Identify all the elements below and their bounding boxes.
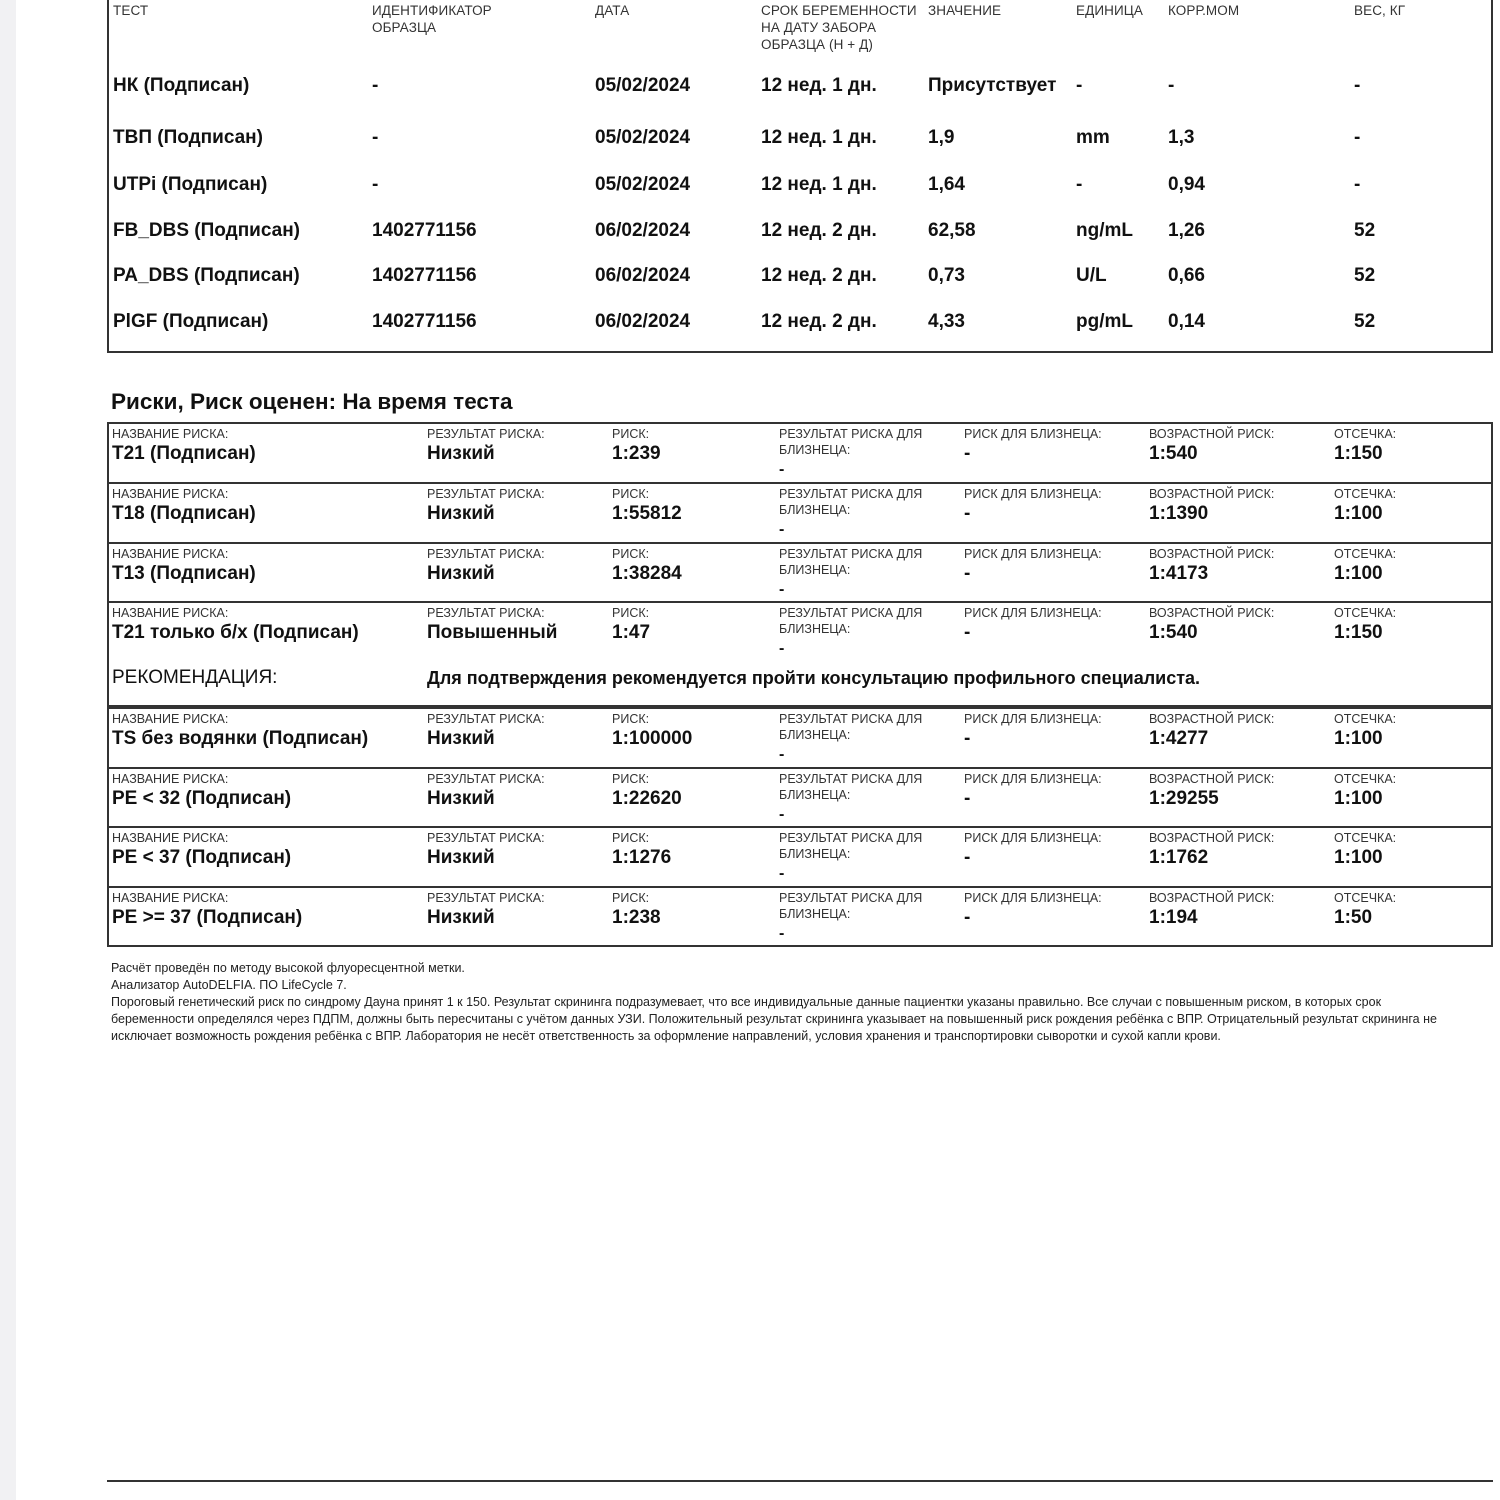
risk-value: 1:38284	[612, 563, 682, 584]
risk-name-label: НАЗВАНИЕ РИСКА:	[112, 547, 229, 561]
risk-name: PE < 32 (Подписан)	[112, 788, 292, 809]
test-row-sample-id: -	[372, 75, 379, 96]
test-row-weight: 52	[1354, 265, 1376, 286]
note-method: Расчёт проведён по методу высокой флуоресцентной метки.	[111, 961, 465, 975]
twin-result: -	[779, 521, 785, 538]
page-bottom-rule	[107, 1480, 1493, 1482]
risk-name: T21 только б/х (Подписан)	[112, 622, 359, 643]
twin-risk: -	[964, 503, 971, 524]
risk-row	[107, 601, 1493, 707]
test-row-value: 0,73	[928, 265, 965, 286]
age-risk-label: ВОЗРАСТНОЙ РИСК:	[1149, 772, 1275, 786]
test-row-sample-id: 1402771156	[372, 220, 477, 241]
age-risk: 1:4173	[1149, 563, 1209, 584]
age-risk: 1:29255	[1149, 788, 1219, 809]
risk-row	[107, 542, 1493, 603]
test-row-value: 62,58	[928, 220, 976, 241]
test-row-gest-age: 12 нед. 1 дн.	[761, 127, 877, 148]
twin-result-label: РЕЗУЛЬТАТ РИСКА ДЛЯ БЛИЗНЕЦА:	[779, 772, 923, 802]
test-row-gest-age: 12 нед. 2 дн.	[761, 220, 877, 241]
risk-value: 1:239	[612, 443, 661, 464]
risk-value-label: РИСК:	[612, 427, 650, 441]
risk-result-label: РЕЗУЛЬТАТ РИСКА:	[427, 891, 545, 905]
cutoff: 1:100	[1334, 728, 1383, 749]
twin-result: -	[779, 461, 785, 478]
risk-result-label: РЕЗУЛЬТАТ РИСКА:	[427, 772, 545, 786]
cutoff-label: ОТСЕЧКА:	[1334, 712, 1397, 726]
cutoff: 1:100	[1334, 563, 1383, 584]
test-row-date: 05/02/2024	[595, 75, 691, 96]
twin-risk-label: РИСК ДЛЯ БЛИЗНЕЦА:	[964, 712, 1102, 726]
risk-row	[107, 482, 1493, 544]
test-row-gest-age: 12 нед. 1 дн.	[761, 75, 877, 96]
test-row-name: PA_DBS (Подписан)	[113, 265, 300, 286]
test-row-name: НК (Подписан)	[113, 75, 250, 96]
cutoff-label: ОТСЕЧКА:	[1334, 606, 1397, 620]
header-weight: ВЕС, КГ	[1354, 3, 1406, 18]
age-risk: 1:1762	[1149, 847, 1209, 868]
risk-result: Низкий	[427, 443, 495, 464]
twin-risk: -	[964, 443, 971, 464]
risk-result-label: РЕЗУЛЬТАТ РИСКА:	[427, 606, 545, 620]
header-gest-age: СРОК БЕРЕМЕННОСТИ НА ДАТУ ЗАБОРА ОБРАЗЦА (Н + Д)	[761, 3, 917, 52]
cutoff: 1:150	[1334, 443, 1383, 464]
risk-result-label: РЕЗУЛЬТАТ РИСКА:	[427, 831, 545, 845]
risk-value-label: РИСК:	[612, 712, 650, 726]
age-risk-label: ВОЗРАСТНОЙ РИСК:	[1149, 831, 1275, 845]
twin-risk: -	[964, 563, 971, 584]
test-row-weight: -	[1354, 174, 1361, 195]
cutoff: 1:150	[1334, 622, 1383, 643]
risk-result: Низкий	[427, 563, 495, 584]
twin-risk-label: РИСК ДЛЯ БЛИЗНЕЦА:	[964, 547, 1102, 561]
risk-name-label: НАЗВАНИЕ РИСКА:	[112, 487, 229, 501]
cutoff: 1:100	[1334, 503, 1383, 524]
twin-risk-label: РИСК ДЛЯ БЛИЗНЕЦА:	[964, 891, 1102, 905]
age-risk: 1:540	[1149, 443, 1198, 464]
test-row-name: FB_DBS (Подписан)	[113, 220, 301, 241]
risk-result: Низкий	[427, 788, 495, 809]
twin-result-label: РЕЗУЛЬТАТ РИСКА ДЛЯ БЛИЗНЕЦА:	[779, 606, 923, 636]
risk-name: PE < 37 (Подписан)	[112, 847, 292, 868]
risk-result: Низкий	[427, 503, 495, 524]
twin-result: -	[779, 746, 785, 763]
risk-row	[107, 886, 1493, 947]
cutoff-label: ОТСЕЧКА:	[1334, 772, 1397, 786]
risk-row	[107, 707, 1493, 769]
twin-result: -	[779, 581, 785, 598]
twin-result-label: РЕЗУЛЬТАТ РИСКА ДЛЯ БЛИЗНЕЦА:	[779, 831, 923, 861]
risk-value-label: РИСК:	[612, 831, 650, 845]
risk-name: PE >= 37 (Подписан)	[112, 907, 303, 928]
test-row-value: Присутствует	[928, 75, 1057, 96]
risk-name-label: НАЗВАНИЕ РИСКА:	[112, 891, 229, 905]
test-row-sample-id: 1402771156	[372, 265, 477, 286]
test-row-weight: 52	[1354, 220, 1376, 241]
test-row-mom: 1,26	[1168, 220, 1205, 241]
risk-result: Повышенный	[427, 622, 558, 643]
risk-name: T13 (Подписан)	[112, 563, 256, 584]
risk-value-label: РИСК:	[612, 487, 650, 501]
twin-risk-label: РИСК ДЛЯ БЛИЗНЕЦА:	[964, 831, 1102, 845]
risk-result-label: РЕЗУЛЬТАТ РИСКА:	[427, 712, 545, 726]
risk-value-label: РИСК:	[612, 547, 650, 561]
twin-risk-label: РИСК ДЛЯ БЛИЗНЕЦА:	[964, 606, 1102, 620]
risk-value: 1:22620	[612, 788, 682, 809]
test-row-value: 1,9	[928, 127, 955, 148]
test-row-mom: 0,66	[1168, 265, 1205, 286]
risk-result: Низкий	[427, 847, 495, 868]
test-row-unit: mm	[1076, 127, 1110, 148]
cutoff-label: ОТСЕЧКА:	[1334, 487, 1397, 501]
test-row-weight: -	[1354, 75, 1361, 96]
header-date: ДАТА	[595, 3, 630, 18]
test-row-date: 06/02/2024	[595, 220, 691, 241]
twin-result: -	[779, 925, 785, 942]
age-risk: 1:194	[1149, 907, 1198, 928]
test-row-name: ТВП (Подписан)	[113, 127, 263, 148]
cutoff: 1:100	[1334, 788, 1383, 809]
risk-name-label: НАЗВАНИЕ РИСКА:	[112, 606, 229, 620]
twin-result-label: РЕЗУЛЬТАТ РИСКА ДЛЯ БЛИЗНЕЦА:	[779, 487, 923, 517]
test-row-date: 05/02/2024	[595, 174, 691, 195]
risk-value: 1:47	[612, 622, 651, 643]
twin-risk: -	[964, 788, 971, 809]
note-analyzer: Анализатор AutoDELFIA. ПО LifeCycle 7.	[111, 978, 347, 992]
test-row-mom: 0,94	[1168, 174, 1205, 195]
test-row-weight: -	[1354, 127, 1361, 148]
risk-result: Низкий	[427, 907, 495, 928]
recommendation-label: РЕКОМЕНДАЦИЯ:	[112, 667, 278, 688]
cutoff: 1:50	[1334, 907, 1373, 928]
test-row-gest-age: 12 нед. 2 дн.	[761, 311, 877, 332]
note-disclaimer: Пороговый генетический риск по синдрому Дауна принят 1 к 150. Результат скрининга подразумевает, что все индивидуальные данные пациентки указаны правильно. Все случаи с повышенным риском, в которых срок беременности определялся через ПДПМ, должны быть пересчитаны с учётом данных УЗИ. Положительный результат скрининга указывает на повышенный риск рождения ребёнка с ВПР. Отрицательный результат скрининга не исключает возможность рождения ребёнка с ВПР. Лаборатория не несёт ответственность за оформление направлений, условия хранения и транспортировки сыворотки и сухой капли крови.	[111, 995, 1437, 1043]
twin-risk: -	[964, 907, 971, 928]
risk-name: T18 (Подписан)	[112, 503, 256, 524]
age-risk: 1:1390	[1149, 503, 1209, 524]
test-row-sample-id: -	[372, 127, 379, 148]
risk-row	[107, 422, 1493, 484]
test-row-value: 1,64	[928, 174, 965, 195]
cutoff-label: ОТСЕЧКА:	[1334, 831, 1397, 845]
recommendation-text: Для подтверждения рекомендуется пройти консультацию профильного специалиста.	[427, 668, 1201, 688]
test-row-unit: -	[1076, 75, 1083, 96]
twin-risk-label: РИСК ДЛЯ БЛИЗНЕЦА:	[964, 772, 1102, 786]
test-row-mom: -	[1168, 75, 1175, 96]
risk-value-label: РИСК:	[612, 772, 650, 786]
risk-value: 1:100000	[612, 728, 693, 749]
risk-name: TS без водянки (Подписан)	[112, 728, 369, 749]
footnotes	[111, 960, 1441, 1045]
twin-result: -	[779, 806, 785, 823]
age-risk-label: ВОЗРАСТНОЙ РИСК:	[1149, 891, 1275, 905]
twin-result-label: РЕЗУЛЬТАТ РИСКА ДЛЯ БЛИЗНЕЦА:	[779, 891, 923, 921]
twin-result-label: РЕЗУЛЬТАТ РИСКА ДЛЯ БЛИЗНЕЦА:	[779, 427, 923, 457]
test-row-weight: 52	[1354, 311, 1376, 332]
age-risk: 1:4277	[1149, 728, 1209, 749]
risk-value-label: РИСК:	[612, 891, 650, 905]
test-row-date: 05/02/2024	[595, 127, 691, 148]
age-risk-label: ВОЗРАСТНОЙ РИСК:	[1149, 547, 1275, 561]
test-row-unit: ng/mL	[1076, 220, 1133, 241]
report-page	[16, 0, 1500, 1500]
header-value: ЗНАЧЕНИЕ	[928, 3, 1002, 18]
age-risk: 1:540	[1149, 622, 1198, 643]
test-row-name: UTPi (Подписан)	[113, 174, 268, 195]
test-row-gest-age: 12 нед. 1 дн.	[761, 174, 877, 195]
risk-result: Низкий	[427, 728, 495, 749]
cutoff-label: ОТСЕЧКА:	[1334, 547, 1397, 561]
age-risk-label: ВОЗРАСТНОЙ РИСК:	[1149, 606, 1275, 620]
test-row-sample-id: 1402771156	[372, 311, 477, 332]
twin-result-label: РЕЗУЛЬТАТ РИСКА ДЛЯ БЛИЗНЕЦА:	[779, 547, 923, 577]
header-mom: КОРР.МОМ	[1168, 3, 1240, 18]
risk-result-label: РЕЗУЛЬТАТ РИСКА:	[427, 547, 545, 561]
risk-value-label: РИСК:	[612, 606, 650, 620]
test-row-name: PlGF (Подписан)	[113, 311, 269, 332]
risk-row	[107, 767, 1493, 828]
cutoff-label: ОТСЕЧКА:	[1334, 891, 1397, 905]
twin-risk-label: РИСК ДЛЯ БЛИЗНЕЦА:	[964, 487, 1102, 501]
risk-result-label: РЕЗУЛЬТАТ РИСКА:	[427, 427, 545, 441]
risk-row	[107, 826, 1493, 888]
test-row-date: 06/02/2024	[595, 265, 691, 286]
test-row-date: 06/02/2024	[595, 311, 691, 332]
age-risk-label: ВОЗРАСТНОЙ РИСК:	[1149, 712, 1275, 726]
test-row-unit: pg/mL	[1076, 311, 1133, 332]
risk-name: T21 (Подписан)	[112, 443, 256, 464]
header-sample-id: ИДЕНТИФИКАТОР ОБРАЗЦА	[372, 3, 492, 35]
risk-value: 1:1276	[612, 847, 672, 868]
age-risk-label: ВОЗРАСТНОЙ РИСК:	[1149, 427, 1275, 441]
risk-name-label: НАЗВАНИЕ РИСКА:	[112, 831, 229, 845]
risks-title: Риски, Риск оценен: На время теста	[111, 389, 513, 414]
cutoff: 1:100	[1334, 847, 1383, 868]
twin-result: -	[779, 640, 785, 657]
test-row-unit: -	[1076, 174, 1083, 195]
test-row-value: 4,33	[928, 311, 965, 332]
twin-risk-label: РИСК ДЛЯ БЛИЗНЕЦА:	[964, 427, 1102, 441]
risk-name-label: НАЗВАНИЕ РИСКА:	[112, 712, 229, 726]
risk-result-label: РЕЗУЛЬТАТ РИСКА:	[427, 487, 545, 501]
twin-result: -	[779, 865, 785, 882]
twin-risk: -	[964, 847, 971, 868]
tests-table	[107, 0, 1493, 353]
twin-risk: -	[964, 728, 971, 749]
twin-risk: -	[964, 622, 971, 643]
test-row-sample-id: -	[372, 174, 379, 195]
header-test: ТЕСТ	[113, 3, 149, 18]
risk-name-label: НАЗВАНИЕ РИСКА:	[112, 772, 229, 786]
test-row-unit: U/L	[1076, 265, 1107, 286]
risk-name-label: НАЗВАНИЕ РИСКА:	[112, 427, 229, 441]
risk-value: 1:55812	[612, 503, 682, 524]
twin-result-label: РЕЗУЛЬТАТ РИСКА ДЛЯ БЛИЗНЕЦА:	[779, 712, 923, 742]
test-row-mom: 1,3	[1168, 127, 1195, 148]
header-unit: ЕДИНИЦА	[1076, 3, 1143, 18]
age-risk-label: ВОЗРАСТНОЙ РИСК:	[1149, 487, 1275, 501]
test-row-mom: 0,14	[1168, 311, 1205, 332]
risk-value: 1:238	[612, 907, 661, 928]
test-row-gest-age: 12 нед. 2 дн.	[761, 265, 877, 286]
cutoff-label: ОТСЕЧКА:	[1334, 427, 1397, 441]
